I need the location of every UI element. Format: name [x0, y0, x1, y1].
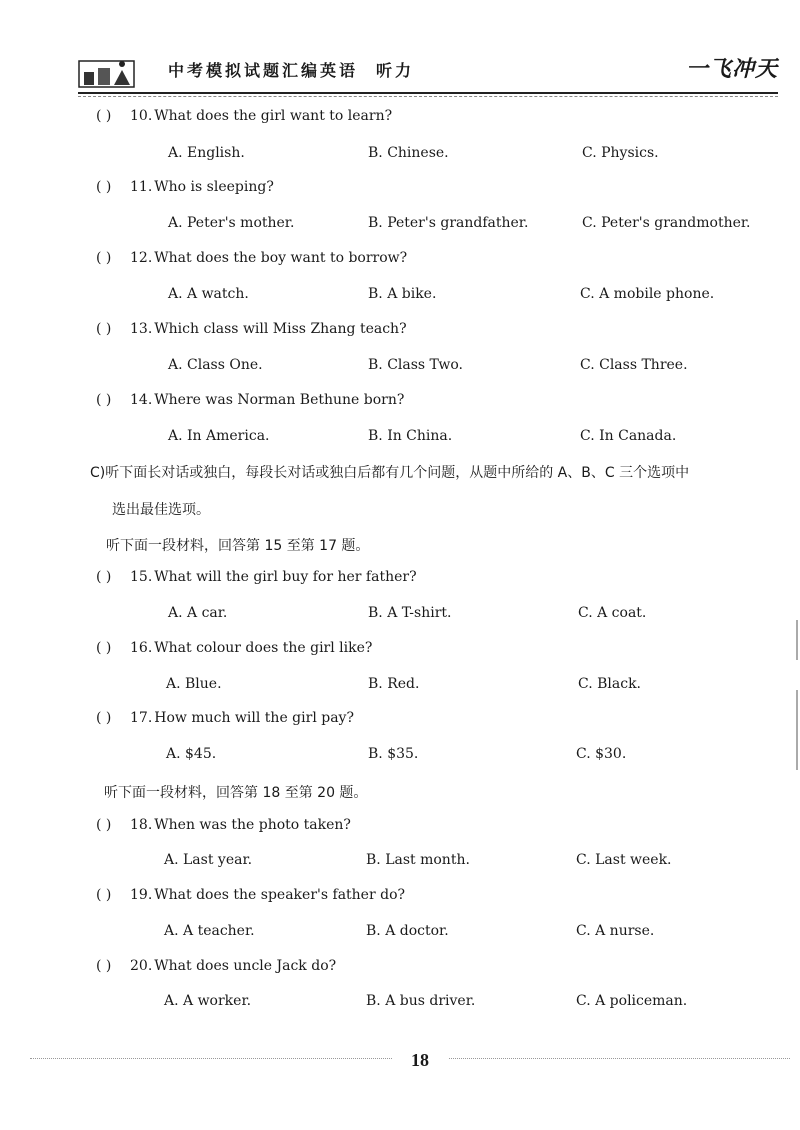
option-b: B. Last month.: [366, 852, 470, 868]
answer-blank[interactable]: ( ): [96, 817, 112, 833]
option-a: A. A worker.: [164, 993, 252, 1009]
question-number: 19.: [130, 887, 153, 903]
question-number: 18.: [130, 817, 153, 833]
page-header: [78, 52, 778, 94]
question-number: 10.: [130, 108, 153, 124]
option-a: A. $45.: [166, 746, 217, 762]
option-c: C. A coat.: [578, 605, 647, 621]
question-11: [96, 179, 274, 195]
question-text: What does the boy want to borrow?: [154, 250, 408, 266]
question-12: [96, 250, 407, 266]
option-c: C. Class Three.: [580, 357, 688, 373]
question-number: 12.: [130, 250, 153, 266]
answer-blank[interactable]: ( ): [96, 321, 112, 337]
option-b: B. A T-shirt.: [368, 605, 452, 621]
header-title: [168, 58, 414, 81]
option-c: C. Peter's grandmother.: [582, 215, 751, 231]
question-text: What does uncle Jack do?: [154, 958, 337, 974]
question-number: 17.: [130, 710, 153, 726]
question-number: 16.: [130, 640, 153, 656]
option-b: B. Red.: [368, 676, 420, 692]
question-number: 14.: [130, 392, 153, 408]
option-a: A. English.: [168, 145, 245, 161]
option-a: A. A watch.: [168, 286, 249, 302]
option-b: B. In China.: [368, 428, 453, 444]
option-b: B. Chinese.: [368, 145, 449, 161]
answer-blank[interactable]: ( ): [96, 640, 112, 656]
option-b: B. A bike.: [368, 286, 437, 302]
answer-blank[interactable]: ( ): [96, 392, 112, 408]
section-c-instruction-cont: 选出最佳选项。: [112, 502, 210, 518]
option-c: C. Last week.: [576, 852, 672, 868]
header-title-text: 中考模拟试题汇编英语: [168, 61, 359, 80]
option-c: C. A nurse.: [576, 923, 655, 939]
answer-blank[interactable]: ( ): [96, 569, 112, 585]
answer-blank[interactable]: ( ): [96, 887, 112, 903]
scan-artifact: [796, 690, 798, 770]
question-text: What colour does the girl like?: [154, 640, 373, 656]
question-17: [96, 710, 354, 726]
option-c: C. In Canada.: [580, 428, 677, 444]
option-a: A. Blue.: [166, 676, 222, 692]
option-b: B. Peter's grandfather.: [368, 215, 529, 231]
question-number: 11.: [130, 179, 153, 195]
answer-blank[interactable]: ( ): [96, 179, 112, 195]
question-text: Where was Norman Bethune born?: [154, 392, 405, 408]
scan-artifact: [796, 620, 798, 660]
question-text: What does the girl want to learn?: [154, 108, 393, 124]
passage-1-instruction: 听下面一段材料，回答第 15 至第 17 题。: [106, 538, 370, 554]
question-10: [96, 108, 392, 124]
question-20: [96, 958, 336, 974]
option-a: A. Class One.: [168, 357, 263, 373]
option-a: A. A car.: [168, 605, 228, 621]
option-a: A. Peter's mother.: [168, 215, 295, 231]
question-18: [96, 817, 351, 833]
book-logo-icon: [78, 58, 136, 88]
option-c: C. Physics.: [582, 145, 659, 161]
question-text: What will the girl buy for her father?: [154, 569, 417, 585]
question-16: [96, 640, 372, 656]
option-c: C. A policeman.: [576, 993, 688, 1009]
question-text: How much will the girl pay?: [154, 710, 354, 726]
brand-logo: 一飞冲天: [685, 57, 778, 82]
question-text: When was the photo taken?: [154, 817, 351, 833]
question-number: 20.: [130, 958, 153, 974]
header-subtitle: 听力: [376, 61, 415, 80]
question-text: Which class will Miss Zhang teach?: [154, 321, 407, 337]
question-number: 13.: [130, 321, 153, 337]
answer-blank[interactable]: ( ): [96, 108, 112, 124]
header-divider-dashed: [78, 96, 778, 97]
answer-blank[interactable]: ( ): [96, 250, 112, 266]
answer-blank[interactable]: ( ): [96, 710, 112, 726]
question-number: 15.: [130, 569, 153, 585]
question-text: What does the speaker's father do?: [154, 887, 406, 903]
page-number: 18: [392, 1050, 448, 1071]
option-c: C. A mobile phone.: [580, 286, 715, 302]
option-a: A. A teacher.: [164, 923, 255, 939]
question-13: [96, 321, 407, 337]
option-b: B. Class Two.: [368, 357, 463, 373]
option-c: C. $30.: [576, 746, 627, 762]
question-text: Who is sleeping?: [154, 179, 274, 195]
answer-blank[interactable]: ( ): [96, 958, 112, 974]
passage-2-instruction: 听下面一段材料，回答第 18 至第 20 题。: [104, 785, 368, 801]
option-b: B. A bus driver.: [366, 993, 476, 1009]
option-c: C. Black.: [578, 676, 641, 692]
header-divider: [78, 92, 778, 94]
option-a: A. Last year.: [164, 852, 253, 868]
section-c-instruction: C)听下面长对话或独白，每段长对话或独白后都有几个问题，从题中所给的 A、B、C 三个选项中: [90, 465, 690, 481]
option-b: B. $35.: [368, 746, 419, 762]
question-19: [96, 887, 405, 903]
question-14: [96, 392, 404, 408]
question-15: [96, 569, 417, 585]
option-b: B. A doctor.: [366, 923, 449, 939]
option-a: A. In America.: [168, 428, 270, 444]
